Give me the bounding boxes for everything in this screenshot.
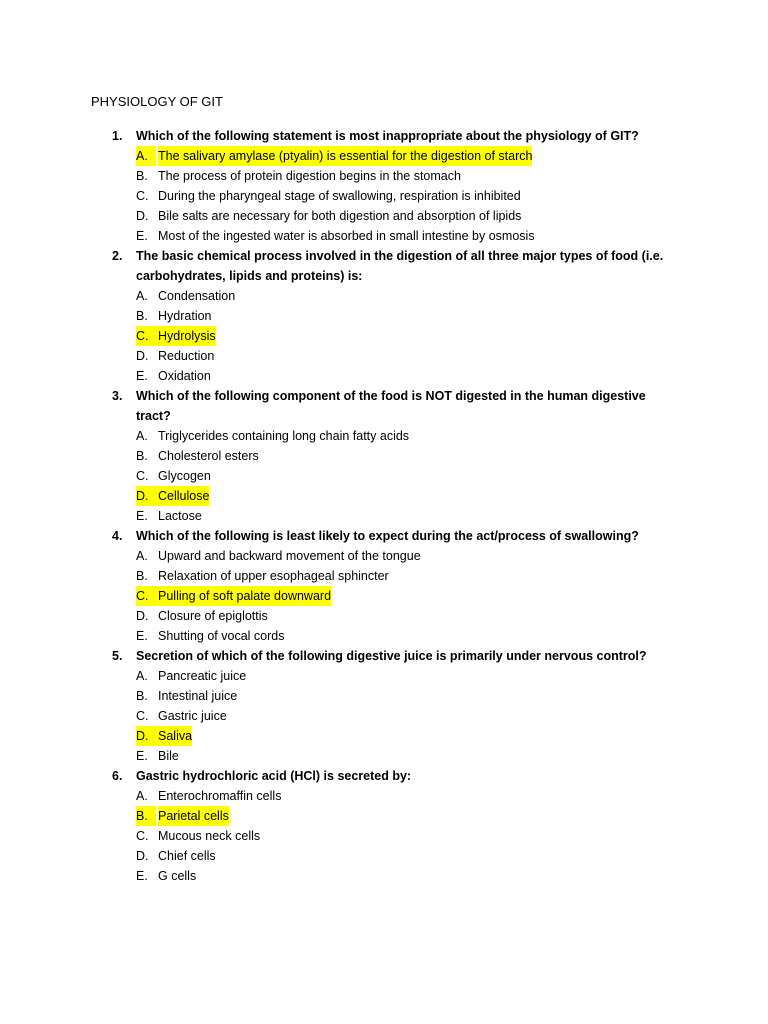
answer-option	[0, 626, 768, 646]
option-text: Lactose	[158, 509, 202, 523]
answer-options	[0, 146, 768, 246]
answer-option	[0, 446, 768, 466]
question-text: Which of the following component of the food is NOT digested in the human digestive tract?	[136, 389, 646, 423]
option-text: Gastric juice	[158, 709, 227, 723]
option-letter: D.	[136, 349, 149, 363]
option-text: During the pharyngeal stage of swallowing, respiration is inhibited	[158, 189, 521, 203]
option-text: Mucous neck cells	[158, 829, 261, 843]
option-letter: C.	[136, 189, 149, 203]
question-number: 2.	[112, 249, 123, 263]
option-letter: E.	[136, 749, 148, 763]
option-letter: A.	[136, 146, 156, 166]
answer-option	[0, 686, 768, 706]
question-text: Which of the following is least likely to expect during the act/process of swallowing?	[136, 529, 639, 543]
answer-option	[0, 466, 768, 486]
answer-options	[0, 786, 768, 886]
option-text: Bile salts are necessary for both digestion and absorption of lipids	[158, 209, 522, 223]
option-letter: A.	[136, 549, 148, 563]
option-text: Saliva	[158, 726, 192, 746]
option-letter: B.	[136, 806, 156, 826]
question-item	[0, 526, 768, 646]
option-text: Chief cells	[158, 849, 216, 863]
option-text: The process of protein digestion begins in the stomach	[158, 169, 461, 183]
option-text: Oxidation	[158, 369, 211, 383]
answer-option	[0, 206, 768, 226]
option-letter: E.	[136, 509, 148, 523]
answer-option	[0, 506, 768, 526]
question-item	[0, 126, 768, 246]
answer-option	[0, 546, 768, 566]
option-text: Upward and backward movement of the tongue	[158, 549, 421, 563]
answer-option	[0, 746, 768, 766]
question-text: Gastric hydrochloric acid (HCl) is secreted by:	[136, 769, 412, 783]
option-letter: A.	[136, 789, 148, 803]
question-number: 3.	[112, 389, 123, 403]
answer-option	[0, 286, 768, 306]
option-letter: A.	[136, 669, 148, 683]
answer-option	[0, 846, 768, 866]
option-letter: C.	[136, 586, 157, 606]
question-number: 6.	[112, 769, 123, 783]
answer-options	[0, 546, 768, 646]
option-text: Most of the ingested water is absorbed in small intestine by osmosis	[158, 229, 535, 243]
option-letter: C.	[136, 709, 149, 723]
question-number: 4.	[112, 529, 123, 543]
question-text: Secretion of which of the following digestive juice is primarily under nervous control?	[136, 649, 647, 663]
question-list	[0, 126, 768, 886]
option-letter: E.	[136, 629, 148, 643]
option-letter: D.	[136, 486, 157, 506]
answer-option	[0, 566, 768, 586]
option-letter: D.	[136, 849, 149, 863]
answer-option	[0, 826, 768, 846]
option-letter: B.	[136, 569, 148, 583]
option-text: Hydrolysis	[158, 326, 216, 346]
option-text: Pulling of soft palate downward	[158, 586, 331, 606]
option-letter: E.	[136, 369, 148, 383]
option-letter: E.	[136, 869, 148, 883]
option-text: Triglycerides containing long chain fatty acids	[158, 429, 410, 443]
option-text: Hydration	[158, 309, 212, 323]
question-item	[0, 646, 768, 766]
option-letter: D.	[136, 726, 157, 746]
answer-option	[0, 186, 768, 206]
option-text: Enterochromaffin cells	[158, 789, 282, 803]
answer-option	[0, 866, 768, 886]
question-number: 1.	[112, 129, 123, 143]
option-text: Condensation	[158, 289, 236, 303]
answer-option	[0, 726, 768, 746]
question-item	[0, 386, 768, 526]
option-text: Intestinal juice	[158, 689, 238, 703]
option-text: The salivary amylase (ptyalin) is essential for the digestion of starch	[158, 146, 532, 166]
option-text: G cells	[158, 869, 197, 883]
option-text: Shutting of vocal cords	[158, 629, 285, 643]
option-letter: A.	[136, 429, 148, 443]
answer-option	[0, 666, 768, 686]
question-text: Which of the following statement is most inappropriate about the physiology of GIT?	[136, 129, 639, 143]
question-text: The basic chemical process involved in the digestion of all three major types of food (i.e. carbohydrates, lipids and proteins) is:	[136, 249, 664, 283]
answer-option	[0, 346, 768, 366]
answer-option	[0, 706, 768, 726]
option-text: Cholesterol esters	[158, 449, 259, 463]
option-letter: B.	[136, 449, 148, 463]
answer-option	[0, 146, 768, 166]
option-text: Reduction	[158, 349, 215, 363]
option-letter: B.	[136, 309, 148, 323]
answer-option	[0, 426, 768, 446]
option-text: Pancreatic juice	[158, 669, 247, 683]
option-letter: B.	[136, 169, 148, 183]
answer-options	[0, 666, 768, 766]
answer-option	[0, 306, 768, 326]
option-letter: D.	[136, 209, 149, 223]
answer-option	[0, 786, 768, 806]
option-letter: A.	[136, 289, 148, 303]
question-item	[0, 246, 768, 386]
option-letter: C.	[136, 829, 149, 843]
answer-option	[0, 606, 768, 626]
option-letter: E.	[136, 229, 148, 243]
answer-options	[0, 286, 768, 386]
option-text: Glycogen	[158, 469, 211, 483]
answer-option	[0, 366, 768, 386]
option-letter: C.	[136, 326, 157, 346]
option-letter: D.	[136, 609, 149, 623]
question-item	[0, 766, 768, 886]
option-text: Closure of epiglottis	[158, 609, 268, 623]
answer-option	[0, 586, 768, 606]
option-text: Bile	[158, 749, 179, 763]
option-text: Cellulose	[158, 486, 209, 506]
option-text: Parietal cells	[158, 806, 229, 826]
answer-option	[0, 326, 768, 346]
option-text: Relaxation of upper esophageal sphincter	[158, 569, 389, 583]
answer-option	[0, 226, 768, 246]
answer-option	[0, 166, 768, 186]
option-letter: C.	[136, 469, 149, 483]
question-number: 5.	[112, 649, 123, 663]
document-title: PHYSIOLOGY OF GIT	[91, 94, 223, 109]
answer-option	[0, 486, 768, 506]
answer-option	[0, 806, 768, 826]
answer-options	[0, 426, 768, 526]
option-letter: B.	[136, 689, 148, 703]
